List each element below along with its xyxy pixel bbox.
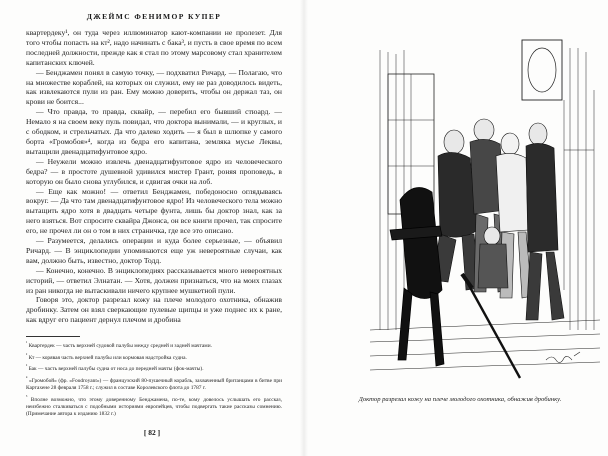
footnote-text: Кт — корявая часть верхней палубы или кормовая надстройка судна. xyxy=(28,354,187,361)
paragraph: — Разумеется, делались операции и куда более серьезные, — объявил Ричард. — В энциклопедии упоминаются еще уж невероятные случаи, как вам, должно быть, известно, доктор Тодд. xyxy=(26,236,282,265)
running-header: ДЖЕЙМС ФЕНИМОР КУПЕР xyxy=(86,12,222,21)
footnote-divider xyxy=(26,336,80,337)
footnote-text: «Громобой» (фр. «Foudroyant») — французский 80-пушечный корабль, захваченный британцами в битве при Картахене 28 февраля 1758 г.; служил в составе Королевского флота до 1787 г. xyxy=(26,377,282,391)
body-text xyxy=(26,28,282,325)
page-number: [ 82 ] xyxy=(143,428,161,437)
footnote xyxy=(26,374,282,392)
paragraph: — Конечно, конечно. В энциклопедиях рассказывается много невероятных историй, — ответил Элнатан. — Хотя, должен признаться, что на моих глазах из ран никогда не вытаскивали ничего крупнее мушкетной пули. xyxy=(26,265,282,295)
paragraph: Говоря это, доктор разрезал кожу на плече молодого охотника, обнажив дробинку. Затем он взял сверкающие пулевые щипцы и уже поднес их к ране, как вдруг его пациент дернул плечом и дробина xyxy=(26,295,282,325)
footnote xyxy=(26,351,282,362)
footnote-number: ⁴ xyxy=(26,374,28,380)
footnote-text: Бак — часть верхней палубы судна от носа до передней мачты (фок-мачты). xyxy=(28,365,204,372)
footnote-number: ⁵ xyxy=(26,393,28,399)
footnote-number: ³ xyxy=(26,363,28,369)
footnote-number: ¹ xyxy=(26,340,28,345)
paragraph: квартердеку¹, он туда через иллюминатор кают-компании не пролезет. Для того чтобы попасть на кт², надо начинать с бака³, и пусть в свое время по всем последней должности, прежде как я стал по этому марсовому стал хранителем капитанских ключей. xyxy=(26,28,282,67)
engraving-illustration xyxy=(370,30,600,388)
footnote xyxy=(26,393,282,418)
footnote-text: Вполне возможно, что этому доверенному Бенджамена, по-те, кому довелось услышать его рассказ, неизбежно сталкиваться с подобными историями европейцев, чтобы подвергать такие рассказы сомнению. (Примечание автора к изданию 1832 г.) xyxy=(26,396,282,417)
paragraph: — Что правда, то правда, сквайр, — перебил его бывший стюард. — Немало я на своем веку пуль повидал, что доктора вынимали, — и круглых, и с ободком, и стрельчатых. Да что далеко ходить — я был в шлюпке у самого борта «Громобоя»⁴, когда из бедра его капитана, земляка мусье Леквы, вытащили двенадцатифунтовое ядро. xyxy=(26,107,282,156)
footnote-number: ² xyxy=(26,351,28,357)
footnote xyxy=(26,339,282,350)
paragraph: — Бенджамен понял в самую точку, — подхватил Ричард. — Полагаю, что на множестве кораблей, на которых он служил, ему не раз доводилось видеть, как извлекаются пули из ран. Ему можно доверить, чтобы он держал таз, он крови не боится... xyxy=(26,67,282,107)
paragraph: — Неужели можно извлечь двенадцатифунтовое ядро из человеческого бедра? — в простоте душевной удивился мистер Грант, роняя проповедь, в которую он было снова углубился, и сдвигая очки на лоб. xyxy=(26,156,282,186)
illustration-caption: Доктор разрезал кожу на плече молодого охотника, обнажив дробинку. xyxy=(358,396,562,403)
footnote xyxy=(26,362,282,373)
footnote-text: Квартердек — часть верхней судовой палубы между средней и задней мачтами. xyxy=(28,342,212,349)
footnotes xyxy=(26,339,282,419)
paragraph: — Еще как можно! — ответил Бенджамен, победоносно оглядываясь вокруг. — Да что там двенадцатифунтовое ядро! Из человеческого тела можно вытащить ядро хотя в двадцать четыре фунта, лишь бы доктор знал, как за него взяться. Вот спросите сквайра Джонса, он все книги прочел, так спросите его, не прочел ли он о том в них страничка, где все это описано. xyxy=(26,186,282,236)
